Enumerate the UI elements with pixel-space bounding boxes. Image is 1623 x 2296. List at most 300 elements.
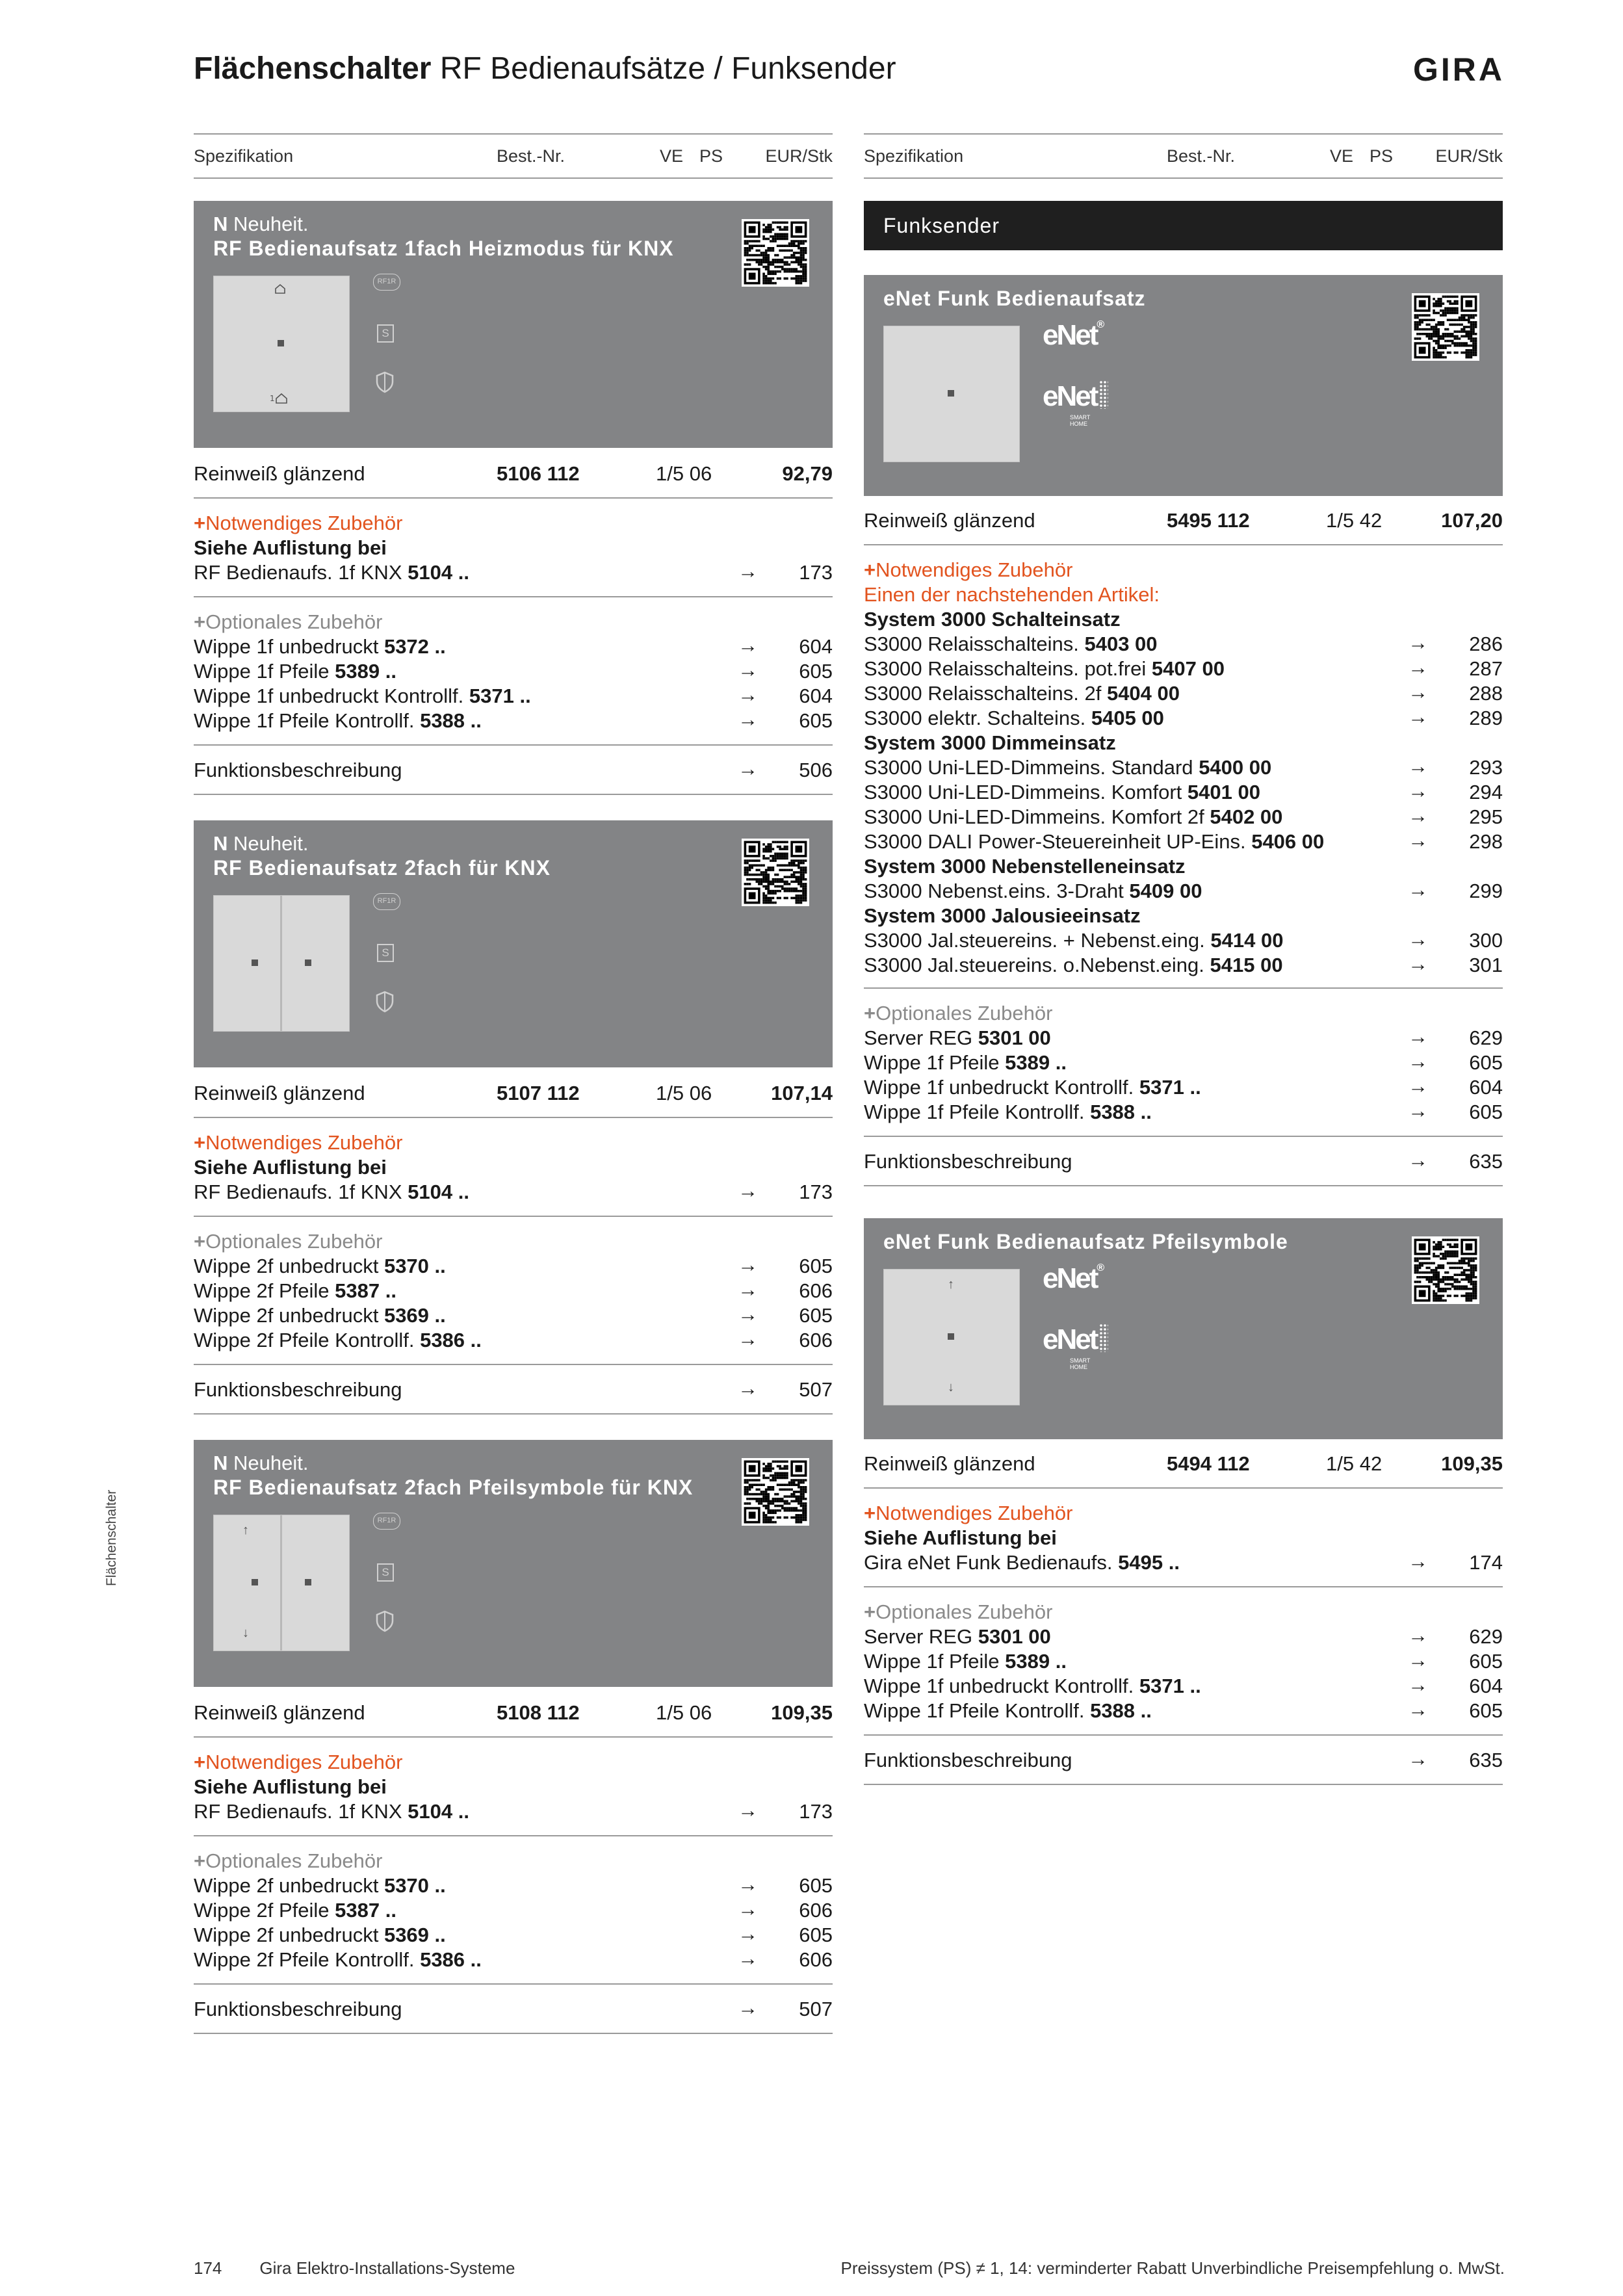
group-heading-text: System 3000 Schalteinsatz xyxy=(864,608,1121,631)
optional-item xyxy=(864,1075,1503,1099)
required-item xyxy=(864,1550,1503,1574)
rf-badge-icon: RF1R xyxy=(373,893,400,910)
arrow-icon: → xyxy=(1408,1649,1428,1671)
table-header xyxy=(194,133,833,179)
item-order-no: 5104 .. xyxy=(408,1800,469,1823)
optional-heading-label xyxy=(864,1600,1052,1624)
item-order-no: 5414 00 xyxy=(1210,929,1284,952)
item-order-no: 5405 00 xyxy=(1091,707,1164,729)
arrow-icon: → xyxy=(1408,928,1428,950)
required-heading-text: Notwendiges Zubehör xyxy=(205,512,403,534)
ve-value: 1/5 xyxy=(1326,509,1355,532)
item-label xyxy=(864,682,1180,705)
page-ref: 605 xyxy=(799,660,833,683)
optional-item xyxy=(194,683,833,708)
arrow-icon: → xyxy=(1408,755,1428,777)
rf-badge-icon: RF1R xyxy=(373,274,400,291)
header-price: EUR/Stk xyxy=(765,146,833,166)
required-item xyxy=(864,804,1503,829)
item-name: Wippe 2f Pfeile Kontrollf. xyxy=(194,1329,415,1351)
page-ref: 606 xyxy=(799,1279,833,1302)
optional-heading-label xyxy=(864,1002,1052,1025)
item-order-no: 5371 .. xyxy=(469,685,531,707)
item-order-no: 5301 00 xyxy=(978,1625,1051,1648)
item-name: Wippe 1f Pfeile xyxy=(864,1051,1000,1074)
divider xyxy=(864,544,1503,545)
item-label xyxy=(194,709,482,733)
required-item xyxy=(864,878,1503,903)
arrow-up-icon: ↑ xyxy=(948,1277,954,1292)
arrow-icon: → xyxy=(738,757,758,780)
optional-item xyxy=(864,1673,1503,1698)
shield-icon xyxy=(375,1610,395,1632)
arrow-icon: → xyxy=(1408,1698,1428,1721)
new-word: Neuheit. xyxy=(233,1452,309,1474)
house-comfort-icon xyxy=(270,392,289,404)
optional-item xyxy=(194,634,833,659)
arrow-icon: → xyxy=(1408,829,1428,852)
house-icon xyxy=(274,283,285,293)
page-ref: 173 xyxy=(799,1800,833,1823)
header-ve: VE xyxy=(1330,146,1354,166)
arrow-icon: → xyxy=(1408,804,1428,827)
ps-value: 06 xyxy=(689,1701,712,1724)
new-badge xyxy=(213,832,308,855)
optional-item xyxy=(864,1624,1503,1649)
plus-icon: + xyxy=(194,1849,206,1872)
enet-logo xyxy=(1043,1262,1104,1295)
qr-code-icon xyxy=(1412,1236,1479,1304)
item-order-no: 5389 .. xyxy=(1005,1051,1067,1074)
product-plate-image xyxy=(883,326,1020,462)
optional-item xyxy=(194,1253,833,1278)
see-list xyxy=(194,1774,833,1799)
plus-icon: + xyxy=(194,1131,206,1154)
arrow-icon: → xyxy=(738,708,758,731)
product-box xyxy=(194,201,833,448)
arrow-icon: → xyxy=(738,1799,758,1821)
item-label xyxy=(864,1026,1051,1050)
product-box xyxy=(864,275,1503,496)
one-of-note xyxy=(864,582,1503,607)
variant: Reinweiß glänzend xyxy=(864,509,1035,532)
arrow-icon: → xyxy=(1408,1550,1428,1572)
rf-badge-icon: RF1R xyxy=(373,1513,400,1530)
page-ref: 605 xyxy=(799,1255,833,1277)
item-name: S3000 Nebenst.eins. 3-Draht xyxy=(864,880,1124,902)
optional-item xyxy=(194,1873,833,1898)
item-name: Server REG xyxy=(864,1625,973,1648)
item-order-no: 5388 .. xyxy=(420,709,482,732)
item-name: S3000 Relaisschalteins. xyxy=(864,633,1079,655)
price-row xyxy=(864,1451,1503,1476)
item-order-no: 5386 .. xyxy=(420,1948,482,1971)
optional-heading xyxy=(864,1599,1503,1624)
price: 107,14 xyxy=(771,1082,833,1104)
page-ref: 295 xyxy=(1469,805,1503,828)
variant: Reinweiß glänzend xyxy=(864,1452,1035,1475)
order-number: 5106 112 xyxy=(497,462,580,485)
divider xyxy=(194,1216,833,1217)
arrow-icon: → xyxy=(1408,952,1428,975)
page-ref: 605 xyxy=(1469,1650,1503,1673)
item-label xyxy=(194,561,469,584)
item-name: Wippe 1f unbedruckt Kontrollf. xyxy=(864,1675,1134,1697)
status-led xyxy=(948,1333,954,1340)
item-order-no: 5371 .. xyxy=(1139,1675,1201,1697)
rocker-seam xyxy=(280,896,282,1031)
ps-value: 42 xyxy=(1359,509,1383,532)
divider xyxy=(194,1983,833,1985)
page-ref: 606 xyxy=(799,1329,833,1351)
page-ref: 173 xyxy=(799,1181,833,1203)
see-list-text: Siehe Auflistung bei xyxy=(864,1526,1057,1549)
item-name: S3000 elektr. Schalteins. xyxy=(864,707,1086,729)
required-item xyxy=(864,705,1503,730)
item-label xyxy=(864,1051,1067,1075)
side-tab: Flächenschalter xyxy=(104,1489,119,1586)
plus-icon: + xyxy=(194,512,206,534)
divider xyxy=(864,1586,1503,1587)
page-ref: 298 xyxy=(1469,830,1503,853)
header-spec: Spezifikation xyxy=(864,146,964,166)
item-name: Wippe 1f Pfeile Kontrollf. xyxy=(194,709,415,732)
divider xyxy=(194,497,833,499)
product-plate-image xyxy=(213,1515,350,1651)
new-badge xyxy=(213,1452,308,1475)
item-name: Wippe 1f Pfeile Kontrollf. xyxy=(864,1699,1085,1722)
item-name: RF Bedienaufs. 1f KNX xyxy=(194,1800,402,1823)
item-name: RF Bedienaufs. 1f KNX xyxy=(194,561,402,584)
divider xyxy=(864,1784,1503,1785)
item-order-no: 5389 .. xyxy=(1005,1650,1067,1673)
optional-item xyxy=(864,1025,1503,1050)
qr-code-icon xyxy=(1412,293,1479,361)
arrow-icon: → xyxy=(738,1303,758,1325)
optional-item xyxy=(194,708,833,733)
ve-ps xyxy=(656,1082,712,1105)
optional-heading-text: Optionales Zubehör xyxy=(876,1600,1053,1623)
s-badge-icon: S xyxy=(377,1563,394,1582)
page-ref: 507 xyxy=(799,1378,833,1401)
product-title: RF Bedienaufsatz 1fach Heizmodus für KNX xyxy=(213,237,674,260)
divider xyxy=(194,596,833,597)
item-order-no: 5403 00 xyxy=(1084,633,1158,655)
divider xyxy=(194,744,833,746)
optional-heading-text: Optionales Zubehör xyxy=(205,1230,383,1253)
item-name: RF Bedienaufs. 1f KNX xyxy=(194,1181,402,1203)
enet-dots-icon xyxy=(1099,1324,1108,1352)
page-ref: 289 xyxy=(1469,707,1503,729)
price: 109,35 xyxy=(1441,1452,1503,1475)
required-item xyxy=(864,829,1503,854)
item-label xyxy=(194,1255,446,1278)
page-ref: 629 xyxy=(1469,1625,1503,1648)
plus-icon: + xyxy=(194,1751,206,1773)
optional-item xyxy=(194,1327,833,1352)
item-label xyxy=(194,1899,396,1922)
divider xyxy=(194,1364,833,1365)
ve-value: 1/5 xyxy=(1326,1452,1355,1475)
item-label xyxy=(194,1924,446,1947)
item-order-no: 5369 .. xyxy=(383,1924,446,1946)
ve-ps xyxy=(1326,1452,1382,1476)
page-ref: 301 xyxy=(1469,954,1503,976)
optional-heading-label xyxy=(194,1849,382,1873)
plus-icon: + xyxy=(194,610,206,633)
variant: Reinweiß glänzend xyxy=(194,462,365,485)
required-item xyxy=(194,1799,833,1823)
item-name: S3000 Uni-LED-Dimmeins. Komfort 2f xyxy=(864,805,1204,828)
page-ref: 605 xyxy=(1469,1699,1503,1722)
required-item xyxy=(864,928,1503,952)
optional-item xyxy=(864,1698,1503,1723)
required-heading-text: Notwendiges Zubehör xyxy=(876,1502,1073,1524)
required-item xyxy=(194,1179,833,1204)
item-name: Gira eNet Funk Bedienaufs. xyxy=(864,1551,1113,1574)
arrow-icon: → xyxy=(1408,779,1428,802)
optional-item xyxy=(864,1099,1503,1124)
page-ref: 506 xyxy=(799,759,833,781)
item-label xyxy=(864,781,1260,804)
item-order-no: 5404 00 xyxy=(1106,682,1180,705)
arrow-icon: → xyxy=(738,1922,758,1945)
page-ref: 605 xyxy=(799,1874,833,1897)
divider xyxy=(194,1413,833,1415)
new-word: Neuheit. xyxy=(233,213,309,235)
arrow-down-icon: ↓ xyxy=(948,1380,954,1394)
arrow-icon: → xyxy=(1408,681,1428,703)
plus-icon: + xyxy=(864,1002,876,1024)
page-ref: 286 xyxy=(1469,633,1503,655)
page-ref: 604 xyxy=(799,635,833,658)
s-badge-icon: S xyxy=(377,944,394,962)
divider xyxy=(194,1117,833,1118)
required-heading-text: Notwendiges Zubehör xyxy=(205,1751,403,1773)
item-label xyxy=(194,660,396,683)
arrow-icon: → xyxy=(738,1996,758,2019)
required-item xyxy=(864,755,1503,779)
page-ref: 288 xyxy=(1469,682,1503,705)
price: 92,79 xyxy=(782,462,833,485)
page-ref: 605 xyxy=(799,1924,833,1946)
plus-icon: + xyxy=(194,1230,206,1253)
footer-title: Gira Elektro-Installations-Systeme xyxy=(259,2258,515,2278)
function-label: Funktionsbeschreibung xyxy=(194,759,402,781)
enet-brand: eNet xyxy=(1043,319,1097,351)
plus-icon: + xyxy=(864,1600,876,1623)
item-name: Wippe 2f Pfeile Kontrollf. xyxy=(194,1948,415,1971)
price: 109,35 xyxy=(771,1701,833,1724)
function-label: Funktionsbeschreibung xyxy=(864,1150,1072,1173)
required-heading xyxy=(194,510,833,535)
function-label: Funktionsbeschreibung xyxy=(194,1998,402,2020)
price-row xyxy=(194,461,833,486)
item-order-no: 5371 .. xyxy=(1139,1076,1201,1099)
see-list xyxy=(194,1155,833,1179)
item-order-no: 5407 00 xyxy=(1151,657,1225,680)
arrow-icon: → xyxy=(738,1253,758,1276)
arrow-down-icon: ↓ xyxy=(242,1626,249,1640)
optional-item xyxy=(194,1898,833,1922)
see-list-text: Siehe Auflistung bei xyxy=(194,1156,387,1179)
page-ref: 605 xyxy=(799,1304,833,1327)
required-item xyxy=(864,681,1503,705)
see-list-text: Siehe Auflistung bei xyxy=(194,536,387,559)
page-ref: 605 xyxy=(1469,1051,1503,1074)
arrow-icon: → xyxy=(738,1947,758,1970)
group-heading xyxy=(864,903,1503,928)
status-led-right xyxy=(305,1579,311,1585)
plus-icon: + xyxy=(864,558,876,581)
optional-item xyxy=(194,1947,833,1972)
arrow-icon: → xyxy=(1408,705,1428,728)
item-name: S3000 Uni-LED-Dimmeins. Komfort xyxy=(864,781,1182,803)
section-title: Funksender xyxy=(883,214,1000,237)
item-order-no: 5400 00 xyxy=(1199,756,1272,779)
optional-heading-text: Optionales Zubehör xyxy=(205,1849,383,1872)
item-order-no: 5387 .. xyxy=(335,1279,396,1302)
ps-value: 06 xyxy=(689,1082,712,1104)
group-heading-text: System 3000 Jalousieeinsatz xyxy=(864,904,1141,927)
order-number: 5108 112 xyxy=(497,1701,580,1724)
required-item xyxy=(864,952,1503,977)
item-name: S3000 Relaisschalteins. pot.frei xyxy=(864,657,1147,680)
item-label xyxy=(194,1181,469,1204)
function-label: Funktionsbeschreibung xyxy=(864,1749,1072,1771)
product-plate-image xyxy=(883,1269,1020,1405)
item-order-no: 5370 .. xyxy=(383,1874,446,1897)
optional-item xyxy=(194,659,833,683)
enet-caption: SMART HOME xyxy=(1070,414,1091,427)
divider xyxy=(864,987,1503,989)
page-ref: 287 xyxy=(1469,657,1503,680)
page-ref: 294 xyxy=(1469,781,1503,803)
optional-item xyxy=(864,1050,1503,1075)
price-row xyxy=(194,1700,833,1725)
product-title: RF Bedienaufsatz 2fach für KNX xyxy=(213,856,551,880)
required-heading xyxy=(864,1500,1503,1525)
divider xyxy=(194,794,833,795)
divider xyxy=(194,1835,833,1836)
new-mark: N xyxy=(213,832,228,855)
required-heading-label xyxy=(864,558,1072,582)
qr-code-icon xyxy=(742,839,809,906)
item-order-no: 5301 00 xyxy=(978,1026,1051,1049)
price: 107,20 xyxy=(1441,509,1503,532)
item-label xyxy=(864,1101,1152,1124)
arrow-up-icon: ↑ xyxy=(242,1523,249,1537)
optional-item xyxy=(194,1278,833,1303)
arrow-icon: → xyxy=(738,683,758,706)
page-ref: 604 xyxy=(1469,1076,1503,1099)
arrow-icon: → xyxy=(738,659,758,681)
divider xyxy=(194,2033,833,2034)
item-name: S3000 Jal.steuereins. + Nebenst.eing. xyxy=(864,929,1205,952)
shield-icon xyxy=(375,371,395,393)
order-number: 5107 112 xyxy=(497,1082,580,1104)
required-heading-label xyxy=(194,1751,402,1774)
item-label xyxy=(864,929,1283,952)
product-title: eNet Funk Bedienaufsatz xyxy=(883,287,1146,310)
item-name: Wippe 1f unbedruckt Kontrollf. xyxy=(864,1076,1134,1099)
item-label xyxy=(194,1800,469,1823)
arrow-icon: → xyxy=(1408,1075,1428,1097)
enet-brand: eNet xyxy=(1043,380,1097,412)
arrow-icon: → xyxy=(1408,631,1428,654)
product-title: RF Bedienaufsatz 2fach Pfeilsymbole für KNX xyxy=(213,1476,694,1499)
item-label xyxy=(864,1699,1152,1723)
item-name: Wippe 2f Pfeile xyxy=(194,1899,330,1922)
function-row xyxy=(864,1149,1503,1173)
page-ref: 173 xyxy=(799,561,833,584)
header-ps: PS xyxy=(1370,146,1394,166)
item-label xyxy=(864,880,1202,903)
optional-heading-label xyxy=(194,610,382,634)
divider xyxy=(864,1136,1503,1137)
product-box xyxy=(194,1440,833,1687)
page-ref: 507 xyxy=(799,1998,833,2020)
ve-value: 1/5 xyxy=(656,1701,684,1724)
item-label xyxy=(864,1551,1180,1574)
function-row xyxy=(194,757,833,782)
page-ref: 605 xyxy=(799,709,833,732)
page-ref: 605 xyxy=(1469,1101,1503,1123)
arrow-icon: → xyxy=(738,1377,758,1400)
arrow-icon: → xyxy=(738,634,758,657)
see-list-text: Siehe Auflistung bei xyxy=(194,1775,387,1798)
item-order-no: 5388 .. xyxy=(1090,1101,1152,1123)
item-name: S3000 Relaisschalteins. 2f xyxy=(864,682,1102,705)
item-label xyxy=(194,1874,446,1898)
arrow-icon: → xyxy=(1408,1025,1428,1048)
order-number: 5495 112 xyxy=(1167,509,1250,532)
function-label: Funktionsbeschreibung xyxy=(194,1378,402,1401)
new-mark: N xyxy=(213,213,228,235)
arrow-icon: → xyxy=(1408,1099,1428,1122)
item-order-no: 5409 00 xyxy=(1129,880,1202,902)
arrow-icon: → xyxy=(1408,1747,1428,1770)
page-ref: 635 xyxy=(1469,1749,1503,1771)
group-heading-text: System 3000 Dimmeinsatz xyxy=(864,731,1116,754)
one-of-note-text: Einen der nachstehenden Artikel: xyxy=(864,583,1160,606)
required-item xyxy=(864,779,1503,804)
item-name: Wippe 2f unbedruckt xyxy=(194,1255,379,1277)
page-title: Flächenschalter RF Bedienaufsätze / Funksender xyxy=(194,51,896,86)
product-box xyxy=(864,1218,1503,1439)
required-heading-text: Notwendiges Zubehör xyxy=(876,558,1073,581)
product-plate-image xyxy=(213,895,350,1032)
qr-code-icon xyxy=(742,219,809,287)
required-heading-label xyxy=(194,1131,402,1155)
item-label xyxy=(194,1329,482,1352)
item-label xyxy=(864,657,1225,681)
footer-note: Preissystem (PS) ≠ 1, 14: verminderter Rabatt Unverbindliche Preisempfehlung o. MwSt. xyxy=(840,2258,1505,2278)
footer-left xyxy=(194,2258,515,2278)
ps-value: 06 xyxy=(689,462,712,485)
item-name: S3000 Uni-LED-Dimmeins. Standard xyxy=(864,756,1193,779)
function-row xyxy=(864,1747,1503,1772)
item-order-no: 5406 00 xyxy=(1251,830,1325,853)
item-name: Wippe 1f Pfeile xyxy=(864,1650,1000,1673)
required-heading-text: Notwendiges Zubehör xyxy=(205,1131,403,1154)
page-ref: 604 xyxy=(799,685,833,707)
optional-item xyxy=(194,1303,833,1327)
ve-value: 1/5 xyxy=(656,462,684,485)
page-ref: 604 xyxy=(1469,1675,1503,1697)
required-heading xyxy=(194,1749,833,1774)
status-led xyxy=(278,340,284,346)
